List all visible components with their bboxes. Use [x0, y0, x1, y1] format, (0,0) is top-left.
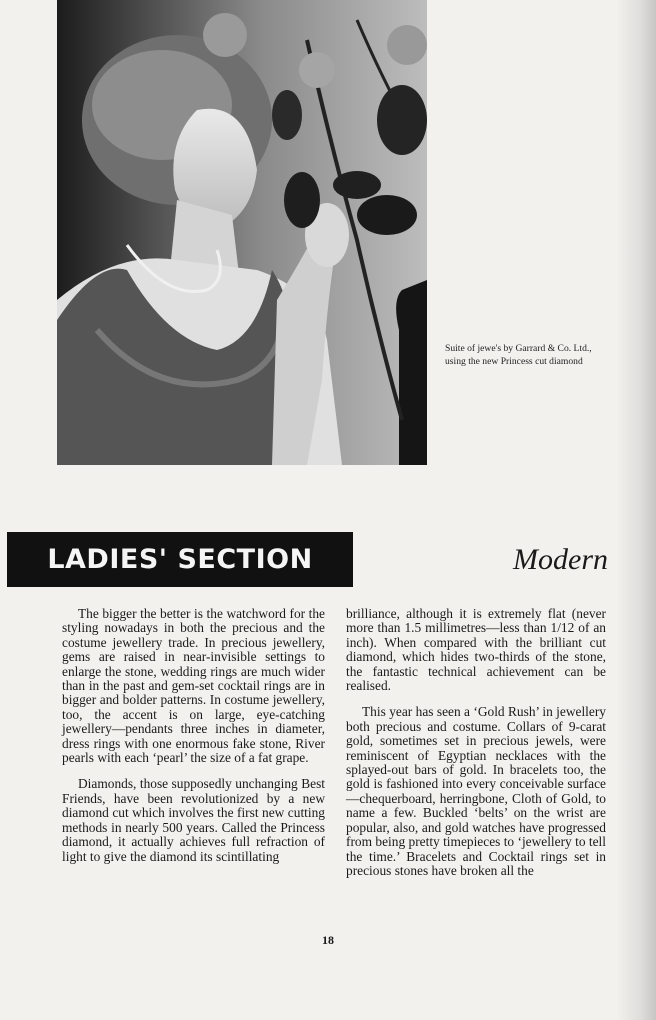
- page-edge-shadow: [616, 0, 656, 1020]
- article-left-column: [62, 607, 325, 876]
- photo-woman-with-roses: [57, 0, 427, 465]
- article-paragraph: This year has seen a ‘Gold Rush’ in jewellery both precious and costume. Collars of 9-carat gold, sometimes set in precious jewels, were reminiscent of Egyptian necklaces with the splayed-out bars of gold. In bracelets too, the gold is fashioned into every conceivable surface—chequerboard, herringbone, Cloth of Gold, to name a few. Buckled ‘belts’ on the wrist are popular, also, and gold watches have progressed from being pretty timepieces to ‘jewellery to tell the time.’ Bracelets and Cocktail rings set in precious stones have broken all the: [346, 704, 606, 878]
- article-right-column: [346, 607, 606, 890]
- page-number: 18: [322, 933, 334, 947]
- section-banner: [7, 532, 353, 587]
- section-subtitle: Modern: [513, 543, 608, 576]
- article-paragraph: Diamonds, those supposedly unchanging Best Friends, have been revolutionized by a new diamond cut which involves the first new cutting methods in nearly 500 years. Called the Princess diamond, it actually achieves full refraction of light to give the diamond its scintillating: [62, 776, 325, 864]
- article-paragraph: brilliance, although it is extremely flat (never more than 1.5 millimetres—less than 1/12 of an inch). When compared with the brilliant cut diamond, which hides two-thirds of the stone, the fantastic technical achievement can be realised.: [346, 606, 606, 694]
- photo-caption: Suite of jewe's by Garrard & Co. Ltd., using the new Princess cut diamond: [445, 343, 592, 367]
- article-paragraph: The bigger the better is the watchword for the styling nowadays in both the precious and the costume jewellery trade. In precious jewellery, gems are raised in near-invisible settings to enlarge the stone, wedding rings are much wider than in the past and gem-set cocktail rings are in bigger and bolder patterns. In costume jewellery, too, the accent is on large, eye-catching jewellery—pendants three inches in diameter, dress rings with one enormous fake stone, River pearls with each ‘pearl’ the size of a fat grape.: [62, 606, 325, 766]
- section-title: LADIES' SECTION: [47, 544, 313, 575]
- photo-illustration: [57, 0, 427, 465]
